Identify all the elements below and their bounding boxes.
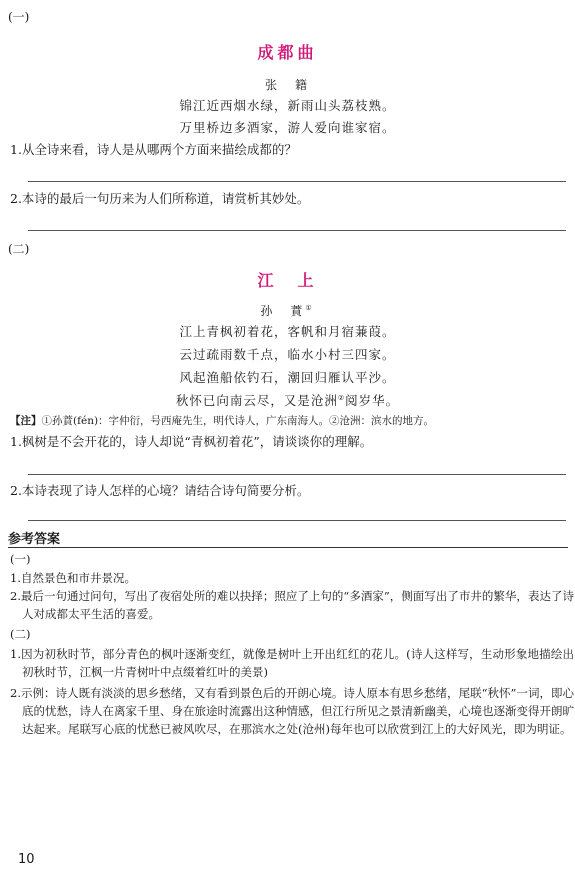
question-1-2: 2.本诗的最后一句历来为人们所称道，请赏析其妙处。: [10, 191, 310, 206]
poem-verse: 万里桥边多酒家，游人爱向谁家宿。: [179, 120, 396, 135]
poem-verse: 江上青枫初着花，客帆和月宿蒹葭。: [179, 324, 396, 339]
answers-rule: [8, 547, 568, 548]
poem-verse: 风起渔船依钓石，潮回归雁认平沙。: [179, 370, 396, 385]
poem-verse: 秋怀已向南云尽，又是沧洲②阅岁华。: [175, 393, 400, 408]
poem-note: 【注】①孙蕡(fén)：字仲衍，号西庵先生，明代诗人，广东南海人。②沧洲：滨水的地方。: [10, 415, 435, 427]
poem-verse: 云过疏雨数千点，临水小村三四家。: [179, 347, 396, 362]
answer-line[interactable]: [28, 520, 566, 521]
answer-item: 2.最后一句通过问句，写出了夜宿处所的难以抉择；照应了上句的“多酒家”，侧面写出了市井的繁华，表达了诗人对成都太平生活的喜爱。: [10, 589, 574, 621]
answer-line[interactable]: [28, 230, 566, 231]
answer-item: 2.示例：诗人既有淡淡的思乡愁绪，又有看到景色后的开朗心境。诗人原本有思乡愁绪，尾联“秋怀”一词，即心底的忧愁，诗人在离家千里、身在旅途时流露出这种情感，但江行所见之景清新幽美，心境也逐渐变得开朗旷达起来。尾联写心底的忧愁已被风吹尽，在那滨水之处(沧州)每年也可以欣赏到江上的大好风光，即为明证。: [10, 686, 574, 736]
question-2-1: 1.枫树是不会开花的，诗人却说“青枫初着花”，请谈谈你的理解。: [10, 434, 373, 449]
section-label-2: (二): [8, 242, 30, 256]
answers-section-label-1: (一): [10, 552, 31, 566]
answers-section-label-2: (二): [10, 627, 31, 641]
page-number: 10: [18, 852, 35, 867]
section-label-1: (一): [8, 10, 30, 24]
poem-title-2: 江 上: [257, 271, 318, 290]
question-1-1: 1.从全诗来看，诗人是从哪两个方面来描绘成都的？: [10, 142, 297, 157]
poem-author-2: 孙 蕡①: [260, 304, 315, 318]
question-2-2: 2.本诗表现了诗人怎样的心境？请结合诗句简要分析。: [10, 483, 310, 498]
poem-title-1: 成都曲: [257, 43, 318, 62]
answers-title: 参考答案: [8, 532, 61, 547]
answer-item: 1.自然景色和市井景况。: [10, 571, 136, 585]
answer-line[interactable]: [28, 181, 566, 182]
poem-verse: 锦江近西烟水绿，新雨山头荔枝熟。: [179, 98, 396, 113]
answer-item: 1.因为初秋时节，部分青色的枫叶逐渐变红，就像是树叶上开出红红的花儿。(诗人这样写，生动形象地描绘出初秋时节，江枫一片青树叶中点缀着红叶的美景): [10, 647, 574, 679]
answer-line[interactable]: [28, 474, 566, 475]
poem-author-1: 张 籍: [264, 78, 310, 92]
